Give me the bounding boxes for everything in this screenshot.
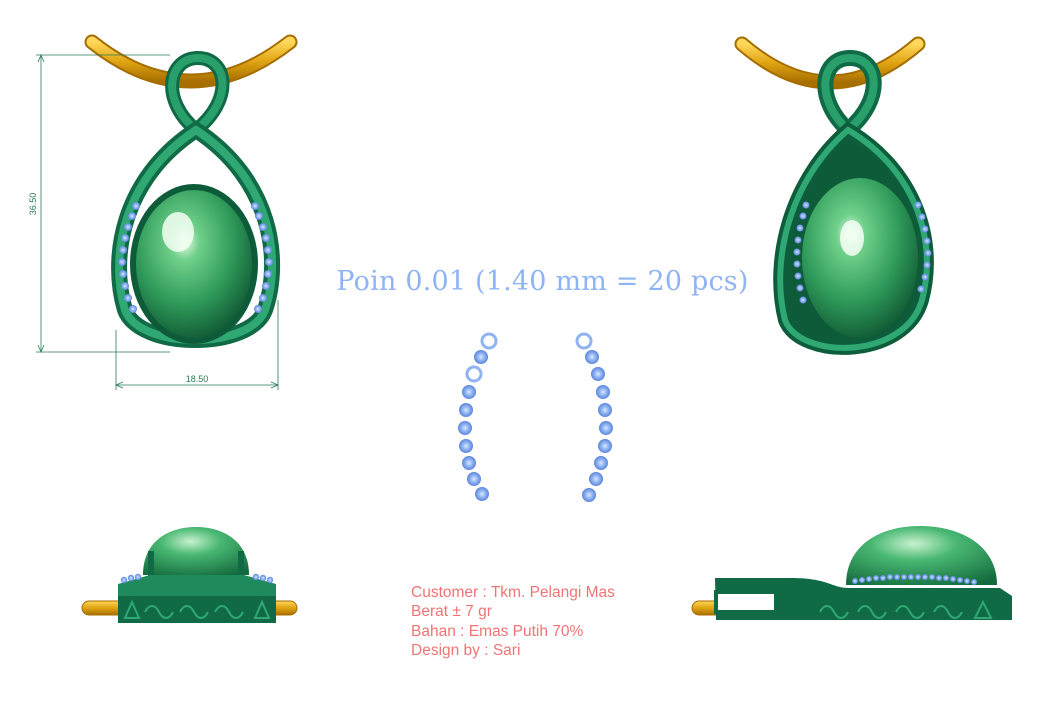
side-view-profile: [692, 526, 1012, 620]
weight-line: Berat ± 7 gr: [411, 603, 492, 621]
side-view-front: [82, 527, 297, 623]
perspective-view: [742, 44, 932, 348]
front-view: [28, 42, 290, 390]
width-dimension-label: 18.50: [185, 374, 209, 384]
material-line: Bahan : Emas Putih 70%: [411, 622, 584, 640]
diamond-arc-right: [577, 334, 613, 502]
customer-line: Customer : Tkm. Pelangi Mas: [411, 584, 615, 601]
height-dimension-label: 36.50: [28, 192, 38, 216]
order-info-block: [411, 583, 615, 660]
diamond-arc-left: [458, 334, 496, 501]
designer-line: Design by : Sari: [411, 641, 521, 659]
diamond-spec-heading: Poin 0.01 (1.40 mm = 20 pcs): [336, 266, 749, 297]
